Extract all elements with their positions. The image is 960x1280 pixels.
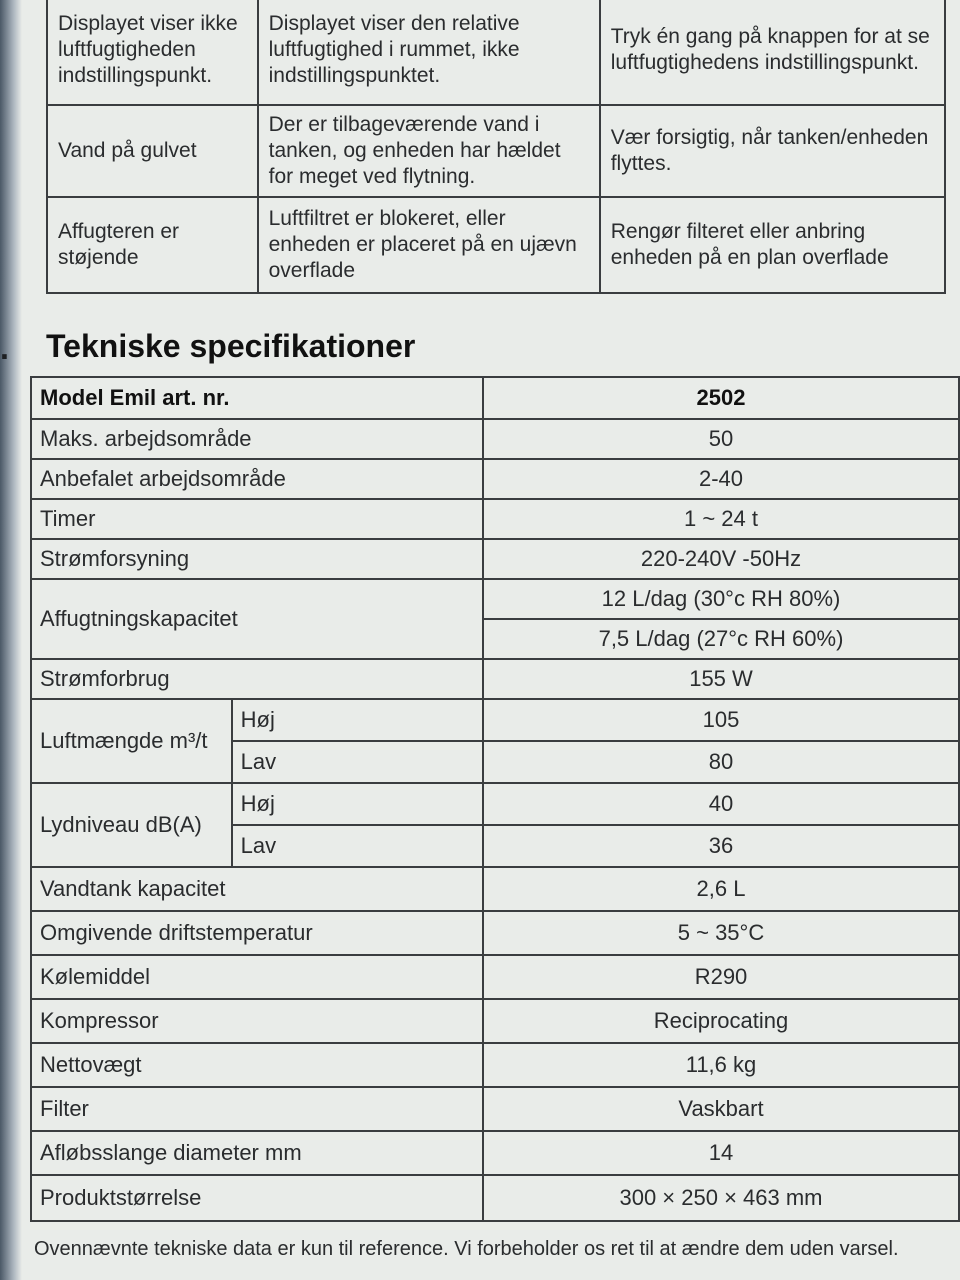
solution-cell: Vær forsigtig, når tanken/enheden flyttes. (600, 105, 945, 197)
page-edge-shadow (0, 0, 22, 1280)
spec-label: Vandtank kapacitet (31, 867, 483, 911)
spec-label: Affugtningskapacitet (31, 579, 483, 659)
spec-label: Strømforsyning (31, 539, 483, 579)
spec-value: 7,5 L/dag (27°c RH 60%) (483, 619, 959, 659)
table-row (47, 197, 945, 293)
spec-sublabel: Lav (232, 825, 483, 867)
spec-label: Filter (31, 1087, 483, 1131)
spec-value: 300 × 250 × 463 mm (483, 1175, 959, 1221)
table-row (31, 1175, 959, 1221)
specifications-table (30, 376, 960, 1222)
spec-value: Vaskbart (483, 1087, 959, 1131)
footnote: Ovennævnte tekniske data er kun til reference. Vi forbeholder os ret til at ændre dem uden varsel. (34, 1238, 899, 1260)
spec-label: Anbefalet arbejdsområde (31, 459, 483, 499)
table-row (31, 999, 959, 1043)
table-row (31, 911, 959, 955)
spec-label: Model Emil art. nr. (31, 377, 483, 419)
spec-label: Kompressor (31, 999, 483, 1043)
spec-label: Afløbsslange diameter mm (31, 1131, 483, 1175)
cause-cell: Luftfiltret er blokeret, eller enheden er placeret på en ujævn overflade (258, 197, 600, 293)
table-row (31, 955, 959, 999)
spec-value: 12 L/dag (30°c RH 80%) (483, 579, 959, 619)
spec-value: 50 (483, 419, 959, 459)
spec-label: Omgivende driftstemperatur (31, 911, 483, 955)
spec-label: Kølemiddel (31, 955, 483, 999)
table-row (31, 1087, 959, 1131)
spec-value: 5 ~ 35°C (483, 911, 959, 955)
table-row (31, 539, 959, 579)
spec-sublabel: Høj (232, 783, 483, 825)
spec-label: Lydniveau dB(A) (31, 783, 232, 867)
table-row (31, 579, 959, 619)
spec-value: 105 (483, 699, 959, 741)
spec-label: Produktstørrelse (31, 1175, 483, 1221)
solution-cell: Tryk én gang på knappen for at se luftfugtighedens indstillingspunkt. (600, 0, 945, 105)
table-row (31, 459, 959, 499)
table-row (31, 377, 959, 419)
table-row (31, 783, 959, 825)
spec-value: 40 (483, 783, 959, 825)
table-row (31, 1043, 959, 1087)
spec-value: 220-240V -50Hz (483, 539, 959, 579)
table-row (31, 419, 959, 459)
spec-value: 2-40 (483, 459, 959, 499)
spec-value: 14 (483, 1131, 959, 1175)
table-row (31, 1131, 959, 1175)
spec-label: Nettovægt (31, 1043, 483, 1087)
spec-value: 80 (483, 741, 959, 783)
problem-cell: Displayet viser ikke luftfugtigheden indstillingspunkt. (47, 0, 258, 105)
spec-label: Maks. arbejdsområde (31, 419, 483, 459)
spec-sublabel: Lav (232, 741, 483, 783)
table-row (31, 499, 959, 539)
spec-value: 155 W (483, 659, 959, 699)
troubleshooting-table (46, 0, 946, 294)
table-row (47, 0, 945, 105)
spec-label: Strømforbrug (31, 659, 483, 699)
spec-label: Timer (31, 499, 483, 539)
spec-value: 36 (483, 825, 959, 867)
spec-label: Luftmængde m³/t (31, 699, 232, 783)
cause-cell: Displayet viser den relative luftfugtighed i rummet, ikke indstillingspunktet. (258, 0, 600, 105)
table-row (47, 105, 945, 197)
spec-value: R290 (483, 955, 959, 999)
spec-value: 1 ~ 24 t (483, 499, 959, 539)
spec-value: 2,6 L (483, 867, 959, 911)
spec-value: Reciprocating (483, 999, 959, 1043)
problem-cell: Affugteren er støjende (47, 197, 258, 293)
spec-value: 11,6 kg (483, 1043, 959, 1087)
problem-cell: Vand på gulvet (47, 105, 258, 197)
section-number: . (0, 330, 9, 366)
solution-cell: Rengør filteret eller anbring enheden på en plan overflade (600, 197, 945, 293)
spec-value: 2502 (483, 377, 959, 419)
section-title: Tekniske specifikationer (46, 328, 416, 364)
table-row (31, 659, 959, 699)
cause-cell: Der er tilbageværende vand i tanken, og enheden har hældet for meget ved flytning. (258, 105, 600, 197)
spec-sublabel: Høj (232, 699, 483, 741)
table-row (31, 699, 959, 741)
table-row (31, 867, 959, 911)
